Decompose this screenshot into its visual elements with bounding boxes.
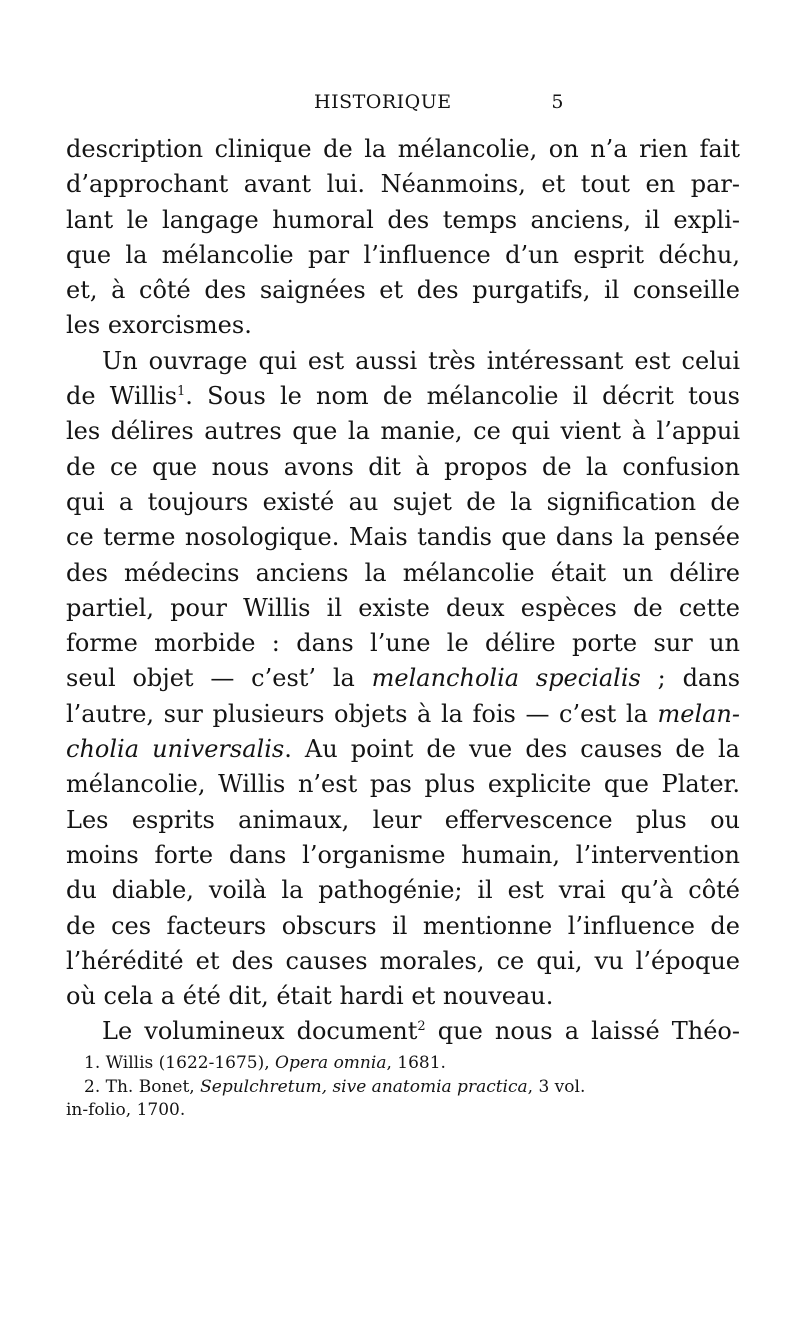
latin-term: melan- xyxy=(657,699,740,728)
text-line: de ce que nous avons dit à propos de la confusion xyxy=(66,452,740,481)
text-line: les exorcismes. xyxy=(66,311,252,340)
text-line: ce terme nosologique. Mais tandis que dans la pensée xyxy=(66,523,740,552)
text-line: lant le langage humoral des temps anciens, il expli- xyxy=(66,205,740,234)
text-line: seul objet — c’est’ la melancholia specialis ; dans xyxy=(66,664,741,693)
text-line: et, à côté des saignées et des purgatifs, il conseille xyxy=(66,276,740,305)
footnote-1: 1. Willis (1622-1675), Opera omnia, 1681. xyxy=(84,1053,446,1073)
text-line: qui a toujours existé au sujet de la signification de xyxy=(66,487,740,516)
text-line: des médecins anciens la mélancolie était un délire xyxy=(66,558,740,587)
text-line: mélancolie, Willis n’est pas plus explicite que Plater. xyxy=(66,770,740,799)
text-line: que la mélancolie par l’influence d’un esprit déchu, xyxy=(66,240,740,269)
footnote-2-continuation: in-folio, 1700. xyxy=(66,1100,186,1120)
text-line: d’approchant avant lui. Néanmoins, et tout en par- xyxy=(66,170,740,199)
text-line: où cela a été dit, était hardi et nouveau. xyxy=(66,982,554,1011)
latin-term: melancholia specialis xyxy=(371,664,641,693)
footnote-ref-2: 2 xyxy=(417,1019,426,1035)
main-text xyxy=(66,132,740,1050)
running-title: HISTORIQUE xyxy=(314,91,452,113)
footnotes xyxy=(66,1052,740,1123)
running-header xyxy=(314,91,564,113)
text-line: description clinique de la mélancolie, on n’a rien fait xyxy=(66,135,740,163)
page-number: 5 xyxy=(551,91,564,113)
text-line: partiel, pour Willis il existe deux espèces de cette xyxy=(66,593,740,622)
text-line: forme morbide : dans l’une le délire porte sur un xyxy=(66,629,740,658)
latin-term: cholia universalis xyxy=(66,735,285,764)
text-line: les délires autres que la manie, ce qui vient à l’appui xyxy=(66,417,740,446)
text-line: Les esprits animaux, leur effervescence plus ou xyxy=(66,805,740,834)
text-line: cholia universalis. Au point de vue des causes de la xyxy=(66,735,740,764)
text-line: de Willis$^1$. Sous le nom de mélancolie il décrit tous xyxy=(66,382,740,411)
text-line: du diable, voilà la pathogénie; il est vrai qu’à côté xyxy=(66,876,740,905)
text-line: l’hérédité et des causes morales, ce qui, vu l’époque xyxy=(66,946,740,975)
text-line: Le volumineux document$^2$ que nous a laissé Théo- xyxy=(102,1017,740,1046)
text-line: moins forte dans l’organisme humain, l’intervention xyxy=(66,840,740,869)
text-line: Un ouvrage qui est aussi très intéressant est celui xyxy=(102,346,740,375)
text-line: l’autre, sur plusieurs objets à la fois — c’est la melan- xyxy=(66,699,740,728)
footnote-ref-1: 1 xyxy=(177,384,186,400)
text-line: de ces facteurs obscurs il mentionne l’influence de xyxy=(66,911,740,940)
footnote-2: 2. Th. Bonet, Sepulchretum, sive anatomia practica, 3 vol. xyxy=(84,1076,586,1097)
